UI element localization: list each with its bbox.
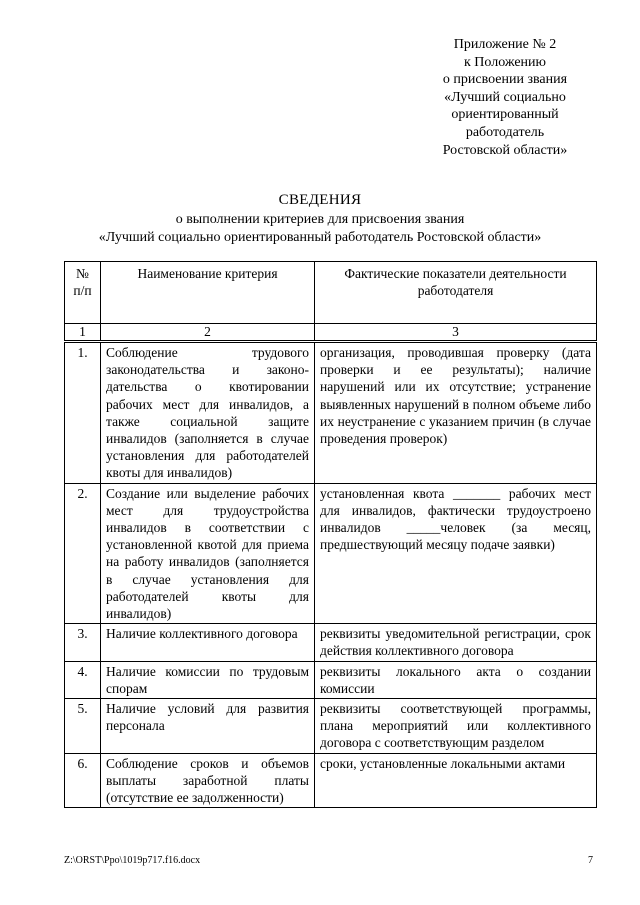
criteria-table <box>64 261 597 808</box>
row-indicators: установленная квота _______ рабочих мест для инвалидов, фактически трудоустроено инвалидов _____человек (за месяц, предшествующий месяцу подаче заявки) <box>315 483 597 624</box>
row-indicators: сроки, установленные локальными актами <box>315 753 597 808</box>
header-num: № п/п <box>65 262 101 324</box>
appendix-line: Ростовской области» <box>442 142 568 158</box>
document-title: СВЕДЕНИЯ <box>278 192 362 208</box>
column-number-row <box>65 324 597 342</box>
table-row <box>65 624 597 661</box>
row-indicators: реквизиты уведомительной регистрации, срок действия коллективного договора <box>315 624 597 661</box>
column-number: 1 <box>65 324 101 342</box>
row-criterion: Наличие коллективного договора <box>101 624 315 661</box>
row-number: 1. <box>65 342 101 484</box>
row-criterion: Создание или выделение рабочих мест для трудоустройства инвалидов в соответствии с установленной квотой для приема на работу инвалидов (заполняется в случае установления для работодателей квоты для инвалидов) <box>101 483 315 624</box>
appendix-line: Приложение № 2 <box>453 37 557 52</box>
row-criterion: Соблюдение трудового законодательства и законо-дательства о квотировании рабочих мест для инвалидов, а также социальной защите инвалидов (заполняется в случае установления для работодателей квоты для инвалидов) <box>101 342 315 484</box>
table-row <box>65 661 597 698</box>
column-number: 3 <box>315 324 597 342</box>
row-number: 3. <box>65 624 101 661</box>
row-number: 6. <box>65 753 101 808</box>
appendix-line: ориентированный <box>451 107 559 123</box>
row-indicators: реквизиты локального акта о создании комиссии <box>315 661 597 698</box>
row-number: 2. <box>65 483 101 624</box>
document-subtitle-line1: о выполнении критериев для присвоения звания <box>175 212 465 227</box>
footer-page-number: 7 <box>588 855 593 866</box>
row-indicators: организация, проводившая проверку (дата проверки и ее результаты); наличие нарушений или их отсутствие; устранение выявленных нарушений в полном объеме либо их неустранение с указанием причин (в случае проведения проверок) <box>315 342 597 484</box>
table-row <box>65 483 597 624</box>
row-criterion: Наличие условий для развития персонала <box>101 699 315 754</box>
appendix-line: «Лучший социально <box>444 89 566 105</box>
row-number: 4. <box>65 661 101 698</box>
header-criterion: Наименование критерия <box>101 262 315 324</box>
appendix-line: к Положению <box>463 54 546 70</box>
row-criterion: Наличие комиссии по трудовым спорам <box>101 661 315 698</box>
table-row <box>65 342 597 484</box>
table-row <box>65 699 597 754</box>
appendix-block <box>400 36 610 159</box>
column-number: 2 <box>101 324 315 342</box>
appendix-line: о присвоении звания <box>442 72 568 88</box>
table-header-row <box>65 262 597 324</box>
header-indicators: Фактические показатели деятельности работодателя <box>315 262 597 324</box>
document-subtitle-line2: «Лучший социально ориентированный работодатель Ростовской области» <box>98 230 542 245</box>
row-criterion: Соблюдение сроков и объемов выплаты заработной платы (отсутствие ее задолженности) <box>101 753 315 808</box>
appendix-line: работодатель <box>465 124 545 140</box>
row-number: 5. <box>65 699 101 754</box>
footer-file-path: Z:\ORST\Ppo\1019p717.f16.docx <box>64 855 201 866</box>
row-indicators: реквизиты соответствующей программы, плана мероприятий или коллективного договора с соответствующим разделом <box>315 699 597 754</box>
table-row <box>65 753 597 808</box>
